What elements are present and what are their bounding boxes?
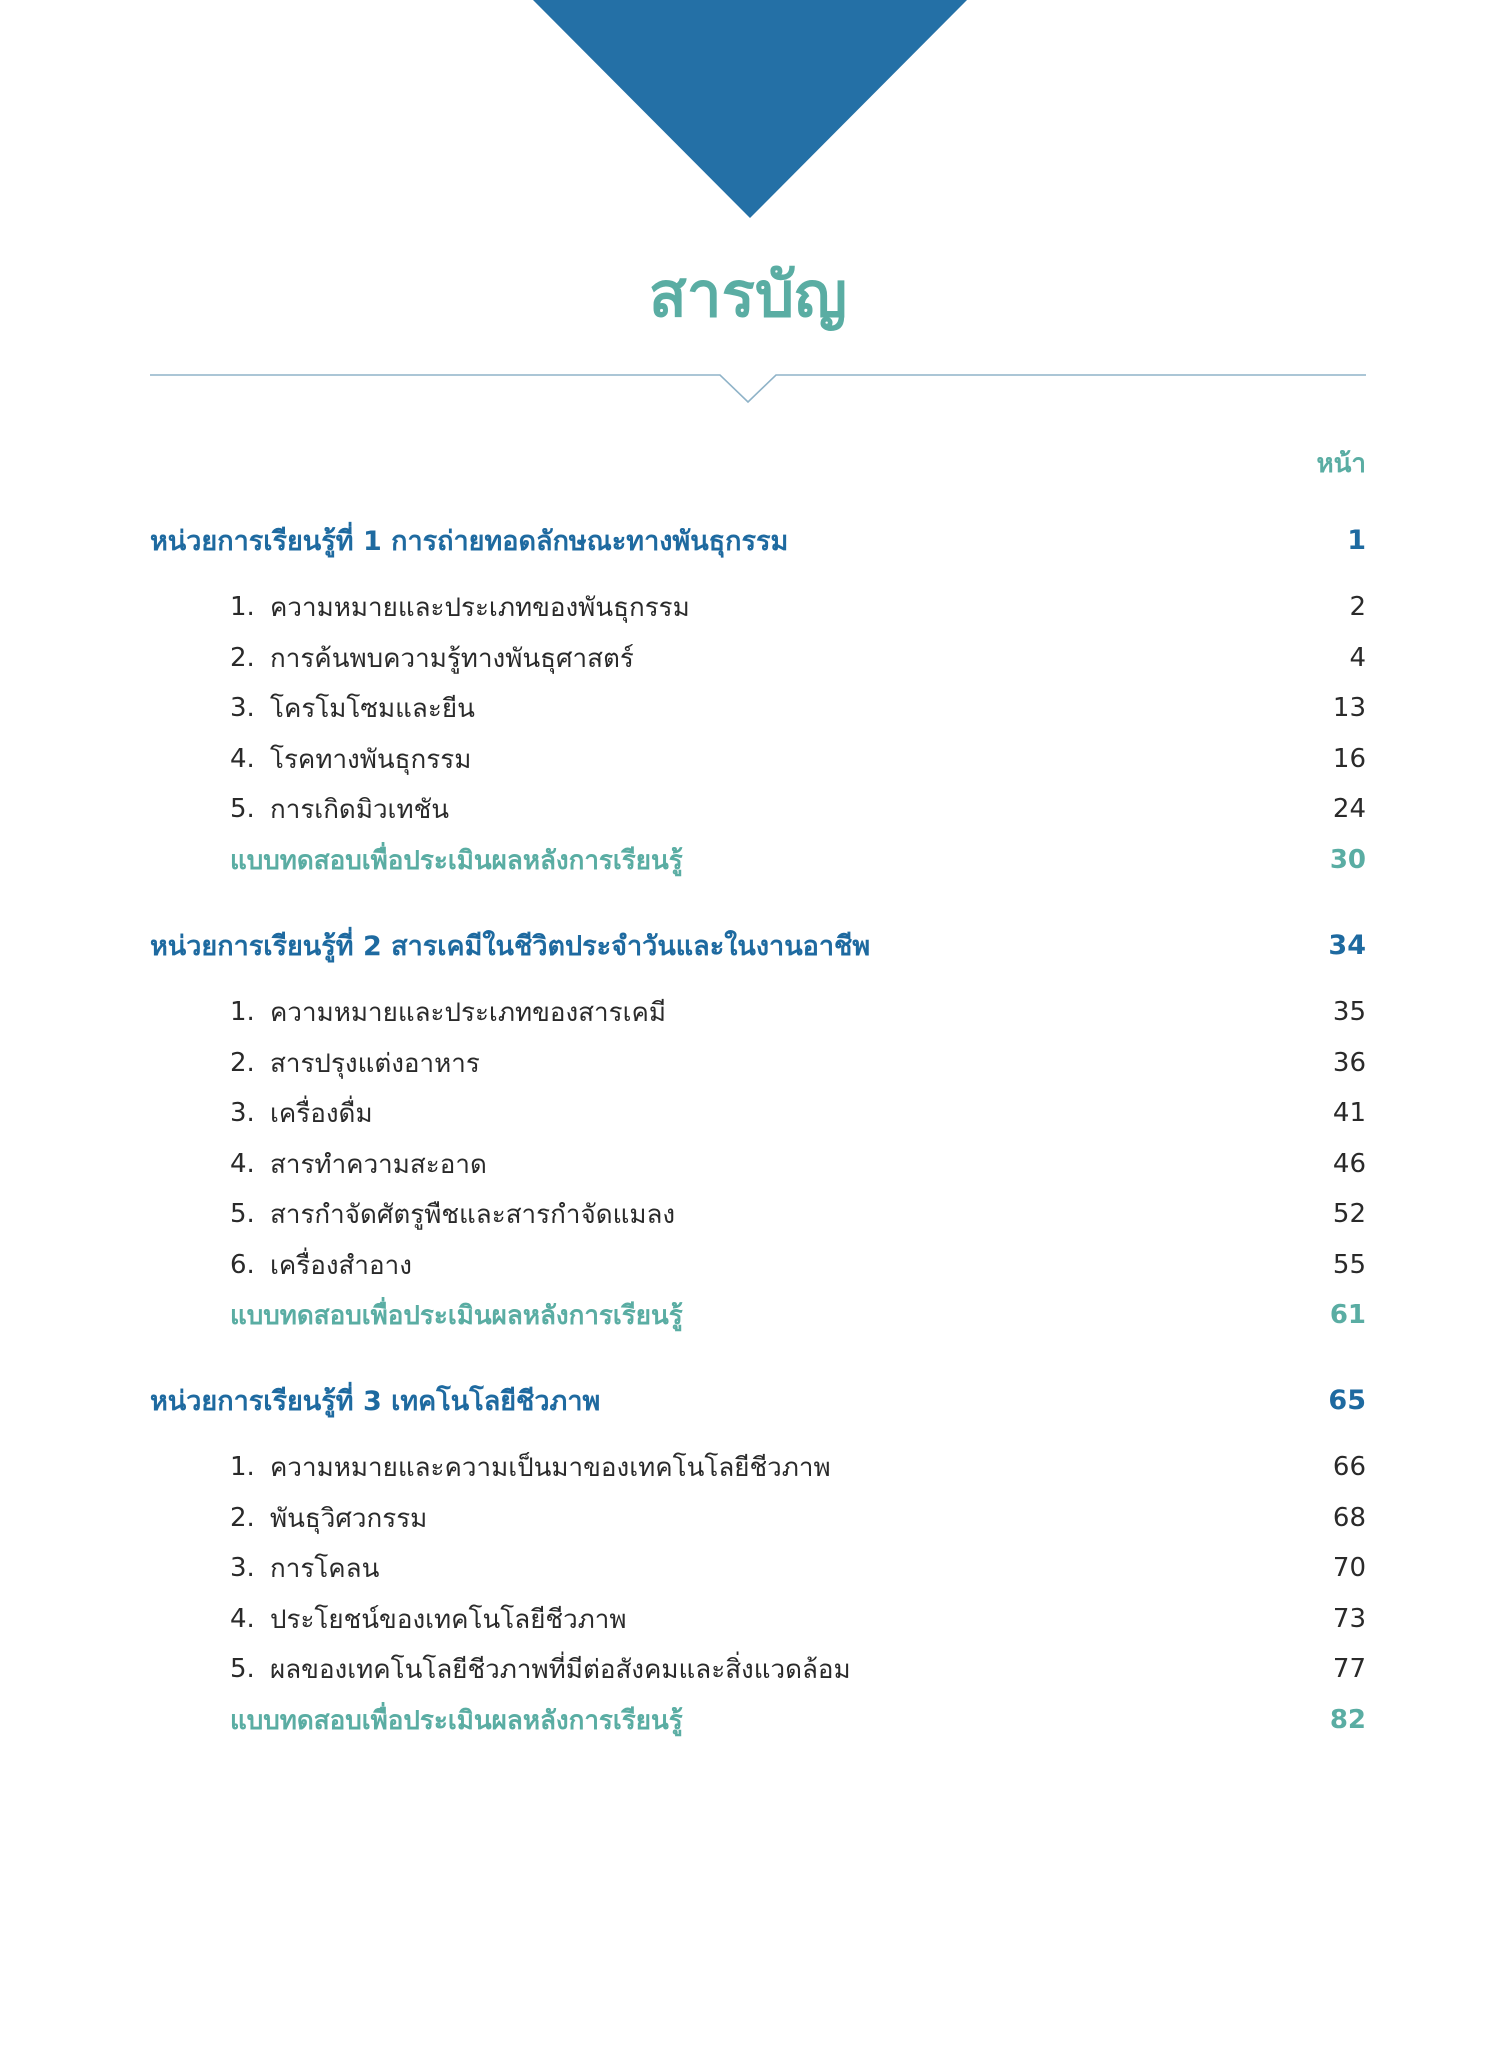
toc-item[interactable]: [150, 1496, 1366, 1540]
quiz-page: 82: [1329, 1705, 1366, 1735]
toc-item[interactable]: [150, 636, 1366, 680]
toc-item[interactable]: [150, 787, 1366, 831]
toc-item[interactable]: [150, 737, 1366, 781]
item-page: 41: [1332, 1098, 1366, 1128]
item-page: 13: [1332, 693, 1366, 723]
item-number: 4.: [230, 744, 255, 774]
toc-unit-2-heading[interactable]: [150, 923, 1366, 967]
item-number: 1.: [230, 1452, 255, 1482]
item-number: 5.: [230, 1654, 255, 1684]
item-page: 36: [1332, 1048, 1366, 1078]
unit-heading-page: 1: [1347, 524, 1366, 556]
item-label: โครโมโซมและยีน: [270, 693, 475, 724]
item-number: 2.: [230, 643, 255, 673]
unit-heading-page: 34: [1328, 929, 1366, 961]
unit-heading-title: หน่วยการเรียนรู้ที่ 1 การถ่ายทอดลักษณะทางพันธุกรรม: [150, 525, 789, 557]
toc-item[interactable]: [150, 1142, 1366, 1186]
item-number: 3.: [230, 1098, 255, 1128]
item-label: ความหมายและความเป็นมาของเทคโนโลยีชีวภาพ: [270, 1452, 831, 1483]
item-label: ความหมายและประเภทของสารเคมี: [270, 997, 667, 1028]
item-page: 46: [1332, 1149, 1366, 1179]
unit-heading-page: 65: [1328, 1384, 1366, 1416]
item-label: เครื่องดื่ม: [270, 1098, 373, 1129]
item-page: 4: [1349, 643, 1366, 673]
quiz-label: แบบทดสอบเพื่อประเมินผลหลังการเรียนรู้: [230, 1705, 683, 1736]
item-number: 4.: [230, 1604, 255, 1634]
item-number: 2.: [230, 1048, 255, 1078]
toc-quiz-item[interactable]: [150, 1293, 1366, 1337]
toc-item[interactable]: [150, 1597, 1366, 1641]
quiz-label: แบบทดสอบเพื่อประเมินผลหลังการเรียนรู้: [230, 1300, 683, 1331]
item-number: 3.: [230, 693, 255, 723]
item-label: สารปรุงแต่งอาหาร: [270, 1048, 480, 1079]
page-column-label: หน้า: [1316, 449, 1366, 479]
item-page: 24: [1332, 794, 1366, 824]
item-number: 2.: [230, 1503, 255, 1533]
unit-heading-title: หน่วยการเรียนรู้ที่ 3 เทคโนโลยีชีวภาพ: [150, 1385, 601, 1417]
quiz-page: 61: [1329, 1300, 1366, 1330]
toc-item[interactable]: [150, 686, 1366, 730]
item-label: สารกำจัดศัตรูพืชและสารกำจัดแมลง: [270, 1199, 676, 1230]
header-triangle-decoration: [0, 0, 1496, 230]
toc-item[interactable]: [150, 1445, 1366, 1489]
item-label: สารทำความสะอาด: [270, 1149, 487, 1180]
title-divider: [150, 372, 1366, 412]
quiz-label: แบบทดสอบเพื่อประเมินผลหลังการเรียนรู้: [230, 845, 683, 876]
toc-quiz-item[interactable]: [150, 1698, 1366, 1742]
item-label: โรคทางพันธุกรรม: [270, 744, 472, 775]
toc-item[interactable]: [150, 1192, 1366, 1236]
toc-quiz-item[interactable]: [150, 838, 1366, 882]
item-label: ผลของเทคโนโลยีชีวภาพที่มีต่อสังคมและสิ่งแวดล้อม: [270, 1654, 851, 1685]
item-page: 2: [1349, 592, 1366, 622]
item-page: 77: [1332, 1654, 1366, 1684]
page-title: สารบัญ: [648, 258, 848, 331]
item-page: 52: [1332, 1199, 1366, 1229]
toc-unit-1-heading[interactable]: [150, 518, 1366, 562]
toc-item[interactable]: [150, 585, 1366, 629]
item-label: การค้นพบความรู้ทางพันธุศาสตร์: [270, 643, 634, 674]
toc-unit-3-heading[interactable]: [150, 1378, 1366, 1422]
item-page: 16: [1332, 744, 1366, 774]
item-number: 5.: [230, 794, 255, 824]
item-page: 66: [1332, 1452, 1366, 1482]
item-page: 70: [1332, 1553, 1366, 1583]
item-label: เครื่องสำอาง: [270, 1250, 412, 1281]
item-number: 4.: [230, 1149, 255, 1179]
item-page: 68: [1332, 1503, 1366, 1533]
item-page: 55: [1332, 1250, 1366, 1280]
toc-item[interactable]: [150, 1243, 1366, 1287]
item-number: 3.: [230, 1553, 255, 1583]
item-number: 1.: [230, 997, 255, 1027]
toc-item[interactable]: [150, 990, 1366, 1034]
item-label: ความหมายและประเภทของพันธุกรรม: [270, 592, 690, 623]
item-label: การโคลน: [270, 1553, 380, 1584]
item-label: พันธุวิศวกรรม: [270, 1503, 428, 1534]
item-number: 5.: [230, 1199, 255, 1229]
toc-item[interactable]: [150, 1546, 1366, 1590]
item-label: การเกิดมิวเทชัน: [270, 794, 450, 825]
item-page: 35: [1332, 997, 1366, 1027]
item-label: ประโยชน์ของเทคโนโลยีชีวภาพ: [270, 1604, 627, 1635]
item-number: 6.: [230, 1250, 255, 1280]
item-number: 1.: [230, 592, 255, 622]
unit-heading-title: หน่วยการเรียนรู้ที่ 2 สารเคมีในชีวิตประจำวันและในงานอาชีพ: [150, 930, 871, 962]
quiz-page: 30: [1329, 845, 1366, 875]
toc-item[interactable]: [150, 1091, 1366, 1135]
item-page: 73: [1332, 1604, 1366, 1634]
toc-item[interactable]: [150, 1647, 1366, 1691]
toc-item[interactable]: [150, 1041, 1366, 1085]
